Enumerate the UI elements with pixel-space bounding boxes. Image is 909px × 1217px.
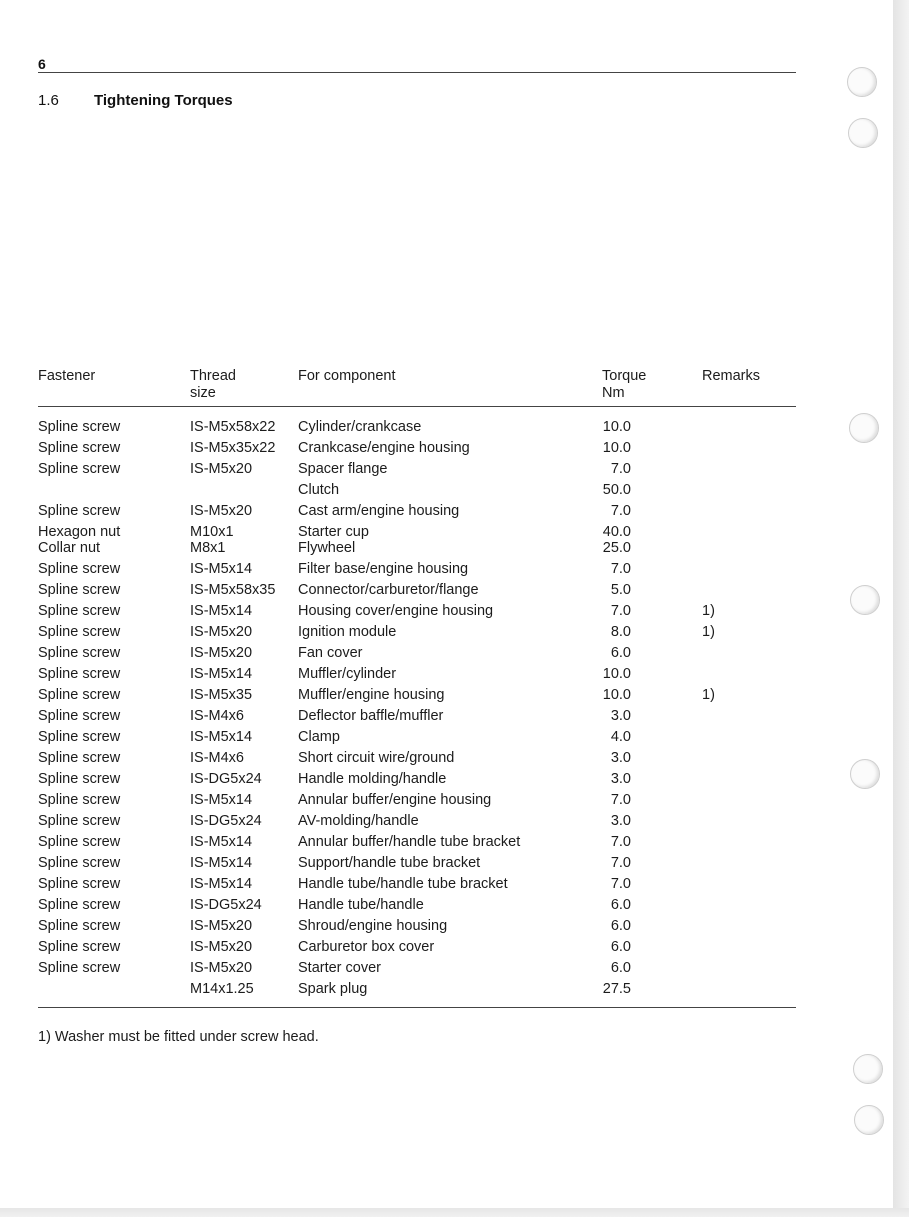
cell-component: Spacer flange <box>298 461 388 477</box>
cell-fastener: Spline screw <box>38 440 121 456</box>
cell-thread-size: M14x1.25 <box>190 981 254 997</box>
section-number: 1.6 <box>38 92 59 109</box>
cell-fastener: Hexagon nut <box>38 524 121 540</box>
cell-torque: 6.0 <box>610 918 631 934</box>
table-row <box>38 461 796 478</box>
table-row <box>38 503 796 520</box>
cell-thread-size: IS-M5x14 <box>190 876 253 892</box>
cell-thread-size: IS-M4x6 <box>190 708 244 724</box>
cell-component: Starter cup <box>298 524 369 540</box>
table-row <box>38 939 796 956</box>
cell-thread-size: IS-DG5x24 <box>190 813 262 829</box>
table-row <box>38 666 796 683</box>
table-row <box>38 561 796 578</box>
cell-torque: 6.0 <box>610 939 631 955</box>
cell-thread-size: M10x1 <box>190 524 234 540</box>
table-row <box>38 729 796 746</box>
cell-torque: 3.0 <box>610 771 631 787</box>
cell-component: Annular buffer/engine housing <box>298 792 492 808</box>
torque-table <box>38 368 796 1008</box>
table-row <box>38 876 796 893</box>
section-title: Tightening Torques <box>94 92 233 109</box>
table-row <box>38 771 796 788</box>
cell-fastener: Spline screw <box>38 561 121 577</box>
cell-thread-size: IS-M5x14 <box>190 834 253 850</box>
header-torque-line2: Nm <box>602 385 625 401</box>
cell-thread-size: IS-M5x58x35 <box>190 582 276 598</box>
cell-torque: 6.0 <box>610 960 631 976</box>
table-row <box>38 897 796 914</box>
cell-fastener: Spline screw <box>38 419 121 435</box>
cell-thread-size: IS-M5x20 <box>190 624 253 640</box>
cell-component: Cylinder/crankcase <box>298 419 422 435</box>
cell-fastener: Spline screw <box>38 960 121 976</box>
cell-torque: 7.0 <box>610 561 631 577</box>
cell-fastener: Spline screw <box>38 687 121 703</box>
table-body <box>38 407 796 1008</box>
header-torque <box>602 368 646 402</box>
cell-component: Spark plug <box>298 981 368 997</box>
header-component: For component <box>298 368 396 384</box>
cell-torque: 8.0 <box>610 624 631 640</box>
header-remarks: Remarks <box>702 368 761 384</box>
table-row <box>38 813 796 830</box>
cell-fastener: Spline screw <box>38 792 121 808</box>
table-row <box>38 524 796 541</box>
cell-torque: 10.0 <box>602 440 631 456</box>
cell-torque: 7.0 <box>610 503 631 519</box>
cell-torque: 7.0 <box>610 461 631 477</box>
cell-fastener: Spline screw <box>38 918 121 934</box>
cell-fastener: Spline screw <box>38 603 121 619</box>
table-row <box>38 603 796 620</box>
cell-component: Clutch <box>298 482 340 498</box>
cell-torque: 7.0 <box>610 603 631 619</box>
cell-fastener: Spline screw <box>38 813 121 829</box>
page-edge <box>0 1208 909 1217</box>
cell-fastener: Spline screw <box>38 582 121 598</box>
cell-torque: 40.0 <box>602 524 631 540</box>
table-row <box>38 750 796 767</box>
cell-thread-size: IS-M5x35 <box>190 687 253 703</box>
cell-thread-size: IS-M5x14 <box>190 729 253 745</box>
table-row <box>38 540 796 557</box>
cell-fastener: Spline screw <box>38 645 121 661</box>
table-row <box>38 792 796 809</box>
cell-fastener: Spline screw <box>38 729 121 745</box>
cell-component: Muffler/engine housing <box>298 687 445 703</box>
cell-fastener: Spline screw <box>38 897 121 913</box>
cell-component: AV-molding/handle <box>298 813 419 829</box>
cell-remarks: 1) <box>702 687 715 703</box>
table-header <box>38 368 796 407</box>
header-fastener: Fastener <box>38 368 96 384</box>
table-row <box>38 582 796 599</box>
cell-torque: 10.0 <box>602 687 631 703</box>
cell-thread-size: IS-M5x20 <box>190 939 253 955</box>
cell-thread-size: IS-M5x14 <box>190 855 253 871</box>
cell-fastener: Spline screw <box>38 939 121 955</box>
cell-component: Housing cover/engine housing <box>298 603 494 619</box>
cell-fastener: Spline screw <box>38 461 121 477</box>
cell-torque: 3.0 <box>610 708 631 724</box>
cell-fastener: Spline screw <box>38 834 121 850</box>
binder-hole <box>850 759 880 789</box>
cell-component: Starter cover <box>298 960 381 976</box>
cell-thread-size: M8x1 <box>190 540 226 556</box>
cell-component: Connector/carburetor/flange <box>298 582 479 598</box>
cell-torque: 7.0 <box>610 876 631 892</box>
cell-fastener: Spline screw <box>38 624 121 640</box>
cell-component: Deflector baffle/muffler <box>298 708 444 724</box>
table-row <box>38 834 796 851</box>
cell-component: Filter base/engine housing <box>298 561 469 577</box>
cell-component: Flywheel <box>298 540 356 556</box>
table-row <box>38 981 796 998</box>
cell-torque: 5.0 <box>610 582 631 598</box>
cell-component: Cast arm/engine housing <box>298 503 460 519</box>
cell-torque: 4.0 <box>610 729 631 745</box>
cell-component: Clamp <box>298 729 340 745</box>
binder-hole <box>847 67 877 97</box>
cell-torque: 7.0 <box>610 792 631 808</box>
cell-fastener: Spline screw <box>38 666 121 682</box>
cell-component: Short circuit wire/ground <box>298 750 455 766</box>
header-torque-line1: Torque <box>602 368 647 384</box>
table-row <box>38 687 796 704</box>
cell-thread-size: IS-M5x20 <box>190 503 253 519</box>
table-row <box>38 855 796 872</box>
table-row <box>38 440 796 457</box>
cell-fastener: Spline screw <box>38 503 121 519</box>
cell-component: Support/handle tube bracket <box>298 855 481 871</box>
table-row <box>38 918 796 935</box>
cell-fastener: Spline screw <box>38 708 121 724</box>
cell-component: Handle tube/handle <box>298 897 424 913</box>
cell-thread-size: IS-M5x14 <box>190 792 253 808</box>
cell-thread-size: IS-DG5x24 <box>190 771 262 787</box>
cell-torque: 10.0 <box>602 419 631 435</box>
cell-torque: 50.0 <box>602 482 631 498</box>
header-thread-line1: Thread <box>190 368 236 384</box>
cell-torque: 6.0 <box>610 897 631 913</box>
cell-fastener: Collar nut <box>38 540 101 556</box>
cell-fastener: Spline screw <box>38 771 121 787</box>
cell-thread-size: IS-M5x58x22 <box>190 419 276 435</box>
header-rule <box>38 72 796 73</box>
cell-remarks: 1) <box>702 624 715 640</box>
table-row <box>38 419 796 436</box>
cell-thread-size: IS-M5x20 <box>190 960 253 976</box>
binder-hole <box>849 413 879 443</box>
cell-thread-size: IS-DG5x24 <box>190 897 262 913</box>
table-row <box>38 645 796 662</box>
cell-component: Crankcase/engine housing <box>298 440 470 456</box>
cell-component: Shroud/engine housing <box>298 918 448 934</box>
cell-torque: 7.0 <box>610 855 631 871</box>
cell-component: Handle tube/handle tube bracket <box>298 876 508 892</box>
cell-thread-size: IS-M5x35x22 <box>190 440 276 456</box>
cell-thread-size: IS-M5x20 <box>190 461 253 477</box>
footnote: 1) Washer must be fitted under screw head. <box>38 1029 319 1045</box>
cell-torque: 3.0 <box>610 750 631 766</box>
cell-torque: 3.0 <box>610 813 631 829</box>
cell-component: Fan cover <box>298 645 363 661</box>
table-row <box>38 482 796 499</box>
cell-torque: 7.0 <box>610 834 631 850</box>
table-row <box>38 624 796 641</box>
table-row <box>38 708 796 725</box>
cell-remarks: 1) <box>702 603 715 619</box>
binder-hole <box>848 118 878 148</box>
header-thread-line2: size <box>190 385 216 401</box>
cell-component: Annular buffer/handle tube bracket <box>298 834 521 850</box>
cell-thread-size: IS-M5x20 <box>190 645 253 661</box>
cell-component: Muffler/cylinder <box>298 666 397 682</box>
page-edge <box>893 0 909 1217</box>
binder-hole <box>850 585 880 615</box>
cell-torque: 25.0 <box>602 540 631 556</box>
cell-torque: 6.0 <box>610 645 631 661</box>
section-heading <box>38 92 233 109</box>
cell-thread-size: IS-M5x14 <box>190 666 253 682</box>
cell-thread-size: IS-M5x20 <box>190 918 253 934</box>
cell-torque: 27.5 <box>602 981 631 997</box>
cell-fastener: Spline screw <box>38 855 121 871</box>
binder-hole <box>853 1054 883 1084</box>
header-thread-size <box>190 368 236 402</box>
cell-component: Carburetor box cover <box>298 939 435 955</box>
cell-thread-size: IS-M4x6 <box>190 750 244 766</box>
cell-component: Handle molding/handle <box>298 771 447 787</box>
page-number: 6 <box>38 56 46 72</box>
table-row <box>38 960 796 977</box>
binder-hole <box>854 1105 884 1135</box>
cell-torque: 10.0 <box>602 666 631 682</box>
cell-component: Ignition module <box>298 624 397 640</box>
cell-fastener: Spline screw <box>38 876 121 892</box>
cell-thread-size: IS-M5x14 <box>190 561 253 577</box>
cell-fastener: Spline screw <box>38 750 121 766</box>
cell-thread-size: IS-M5x14 <box>190 603 253 619</box>
